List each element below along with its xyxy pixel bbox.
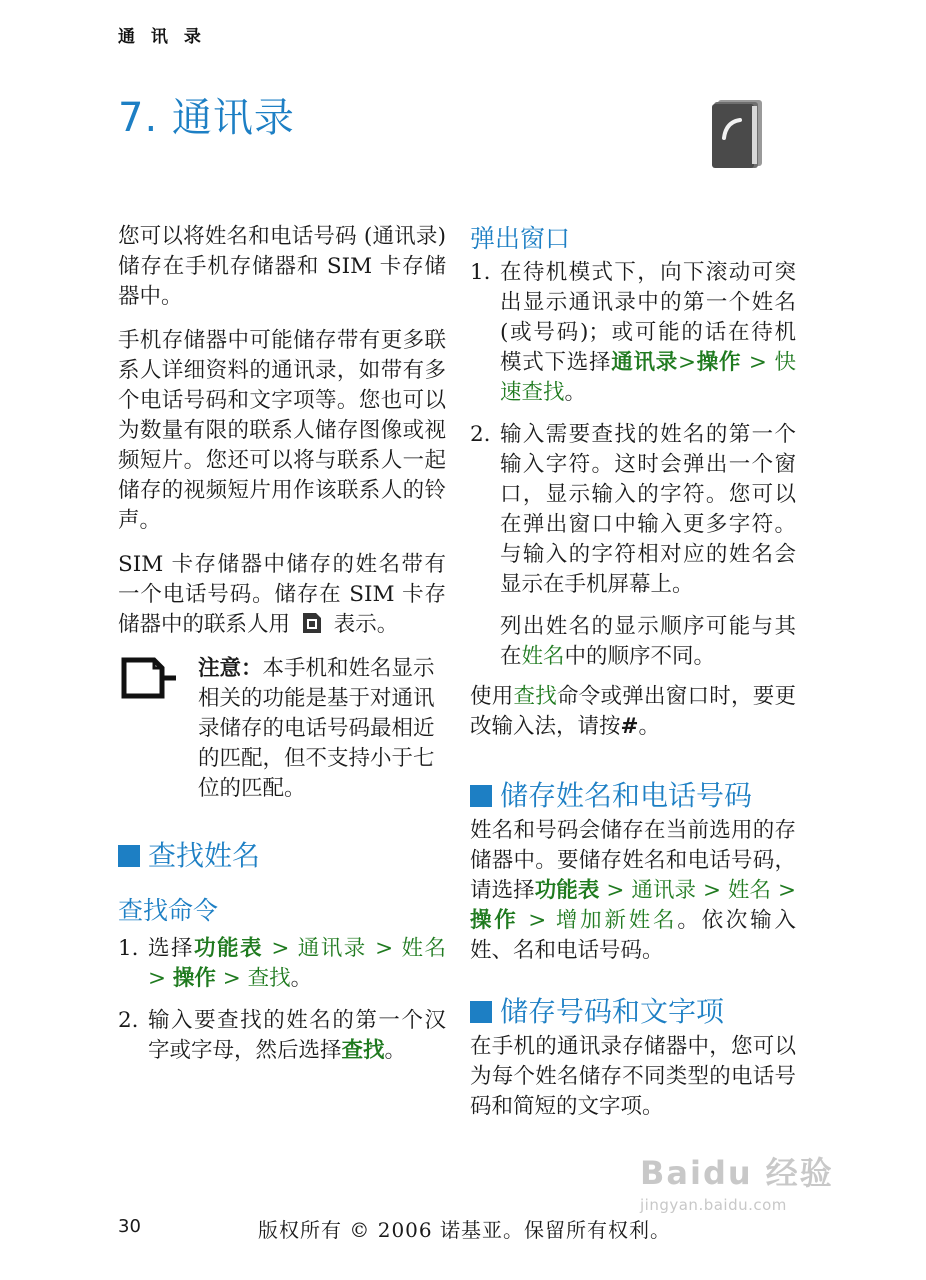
find-link[interactable]: 查找 bbox=[341, 1038, 385, 1063]
popup-step-2 bbox=[470, 420, 796, 672]
step-end: 。 bbox=[384, 1038, 407, 1063]
text: 。 bbox=[638, 714, 661, 739]
hash-key: # bbox=[620, 714, 639, 739]
left-column bbox=[118, 222, 446, 1078]
watermark-logo: Baidu 经验 bbox=[640, 1154, 834, 1192]
intro-paragraph: 您可以将姓名和电话号码 (通讯录) 储存在手机存储器和 SIM 卡存储器中。 bbox=[118, 224, 446, 309]
text: 使用 bbox=[470, 684, 514, 709]
separator: > bbox=[215, 966, 248, 991]
section-save-numbers-label: 储存号码和文字项 bbox=[500, 995, 725, 1028]
section-bullet-icon bbox=[118, 845, 140, 867]
find-link[interactable]: 查找 bbox=[247, 966, 291, 991]
add-new-name-link[interactable]: 增加新姓名 bbox=[555, 908, 678, 933]
names-link[interactable]: 姓名 bbox=[521, 644, 565, 669]
step-end: 。 bbox=[290, 966, 313, 991]
sim-text-b: 表示。 bbox=[333, 612, 399, 637]
menu-link[interactable]: 功能表 bbox=[194, 936, 264, 961]
sim-contact-icon bbox=[301, 611, 323, 635]
subsection-popup-window: 弹出窗口 bbox=[470, 224, 571, 253]
note-label: 注意： bbox=[198, 656, 263, 681]
separator: > bbox=[696, 878, 728, 903]
section-find-names bbox=[118, 838, 446, 874]
contacts-link[interactable]: 通讯录 bbox=[611, 350, 678, 375]
section-save-names bbox=[470, 778, 796, 814]
step-text: 在待机模式下，向下滚动可突出显示通讯录中的第一个姓名 (或号码)；或可能的话在待机模式下选择 bbox=[500, 260, 796, 375]
step-number: 1. bbox=[118, 936, 139, 961]
find-link[interactable]: 查找 bbox=[513, 684, 557, 709]
contacts-link[interactable]: 通讯录 bbox=[297, 936, 367, 961]
step-text: 输入需要查找的姓名的第一个输入字符。这时会弹出一个窗口，显示输入的字符。您可以在弹出窗口中输入更多字符。与输入的字符相对应的姓名会显示在手机屏幕上。 bbox=[500, 422, 796, 597]
quick-find-link[interactable]: 快速查找 bbox=[500, 350, 796, 405]
separator: > bbox=[518, 908, 556, 933]
right-column bbox=[470, 222, 796, 1136]
numbers-paragraph: 在手机的通讯录存储器中，您可以为每个姓名储存不同类型的电话号码和简短的文字项。 bbox=[470, 1034, 796, 1119]
section-bullet-icon bbox=[470, 1001, 492, 1023]
text: 命令或弹出窗口时，要更改输入法，请按 bbox=[470, 684, 796, 739]
options-link[interactable]: 操作 bbox=[696, 350, 742, 375]
section-save-names-label: 储存姓名和电话号码 bbox=[500, 779, 753, 812]
note-text bbox=[198, 654, 446, 804]
sim-memory-paragraph bbox=[118, 550, 446, 640]
separator: > bbox=[366, 936, 402, 961]
text: 姓名和号码会储存在当前选用的存储器中。要储存姓名和电话号码，请选择 bbox=[470, 818, 796, 903]
popup-step-1 bbox=[470, 258, 796, 408]
step-number: 2. bbox=[470, 422, 491, 447]
separator: > bbox=[263, 936, 298, 961]
step-number: 1. bbox=[470, 260, 491, 285]
watermark-url: jingyan.baidu.com bbox=[640, 1196, 787, 1214]
phone-memory-paragraph: 手机存储器中可能储存带有更多联系人详细资料的通讯录，如带有多个电话号码和文字项等。您也可以为数量有限的联系人储存图像或视频短片。您还可以将与联系人一起储存的视频短片用作该联系人的铃声。 bbox=[118, 328, 446, 533]
menu-link[interactable]: 功能表 bbox=[534, 878, 600, 903]
input-method-paragraph bbox=[470, 682, 796, 742]
section-save-numbers bbox=[470, 994, 796, 1030]
subsection-find-command: 查找命令 bbox=[118, 896, 219, 925]
step-text: 列出姓名的显示顺序可能与其在 bbox=[500, 614, 796, 669]
separator: > bbox=[678, 350, 697, 375]
contacts-link[interactable]: 通讯录 bbox=[631, 878, 697, 903]
note-box bbox=[118, 654, 446, 804]
contacts-book-icon bbox=[708, 98, 766, 170]
step-text: 输入要查找的姓名的第一个汉字或字母，然后选择 bbox=[148, 1008, 446, 1063]
sim-text-a: SIM 卡存储器中储存的姓名带有一个电话号码。储存在 SIM 卡存储器中的联系人用 bbox=[118, 552, 446, 637]
find-step-2 bbox=[118, 1006, 446, 1066]
copyright: 版权所有 © 2006 诺基亚。保留所有权利。 bbox=[258, 1218, 671, 1242]
watermark bbox=[640, 1148, 834, 1214]
page-number: 30 bbox=[118, 1216, 141, 1237]
step-end: 。 bbox=[564, 380, 587, 405]
section-find-names-label: 查找姓名 bbox=[148, 839, 261, 872]
options-link[interactable]: 操作 bbox=[172, 966, 216, 991]
separator: > bbox=[771, 878, 796, 903]
note-body: 本手机和姓名显示相关的功能是基于对通讯录储存的电话号码最相近的匹配，但不支持小于七位的匹配。 bbox=[198, 656, 435, 801]
popup-steps bbox=[470, 258, 796, 672]
step-text: 选择 bbox=[148, 936, 195, 961]
note-icon bbox=[118, 656, 180, 700]
separator: > bbox=[148, 966, 173, 991]
section-bullet-icon bbox=[470, 785, 492, 807]
find-steps bbox=[118, 934, 446, 1066]
separator: > bbox=[741, 350, 775, 375]
names-link[interactable]: 姓名 bbox=[727, 878, 772, 903]
names-link[interactable]: 姓名 bbox=[401, 936, 446, 961]
separator: > bbox=[599, 878, 632, 903]
text: 。依次输入姓、名和电话号码。 bbox=[470, 908, 796, 963]
options-link[interactable]: 操作 bbox=[470, 908, 519, 933]
chapter-title: 7. 通讯录 bbox=[118, 95, 295, 141]
find-step-1 bbox=[118, 934, 446, 994]
step-text: 中的顺序不同。 bbox=[564, 644, 716, 669]
step-number: 2. bbox=[118, 1008, 139, 1033]
save-paragraph bbox=[470, 816, 796, 966]
running-header: 通 讯 录 bbox=[118, 27, 206, 47]
